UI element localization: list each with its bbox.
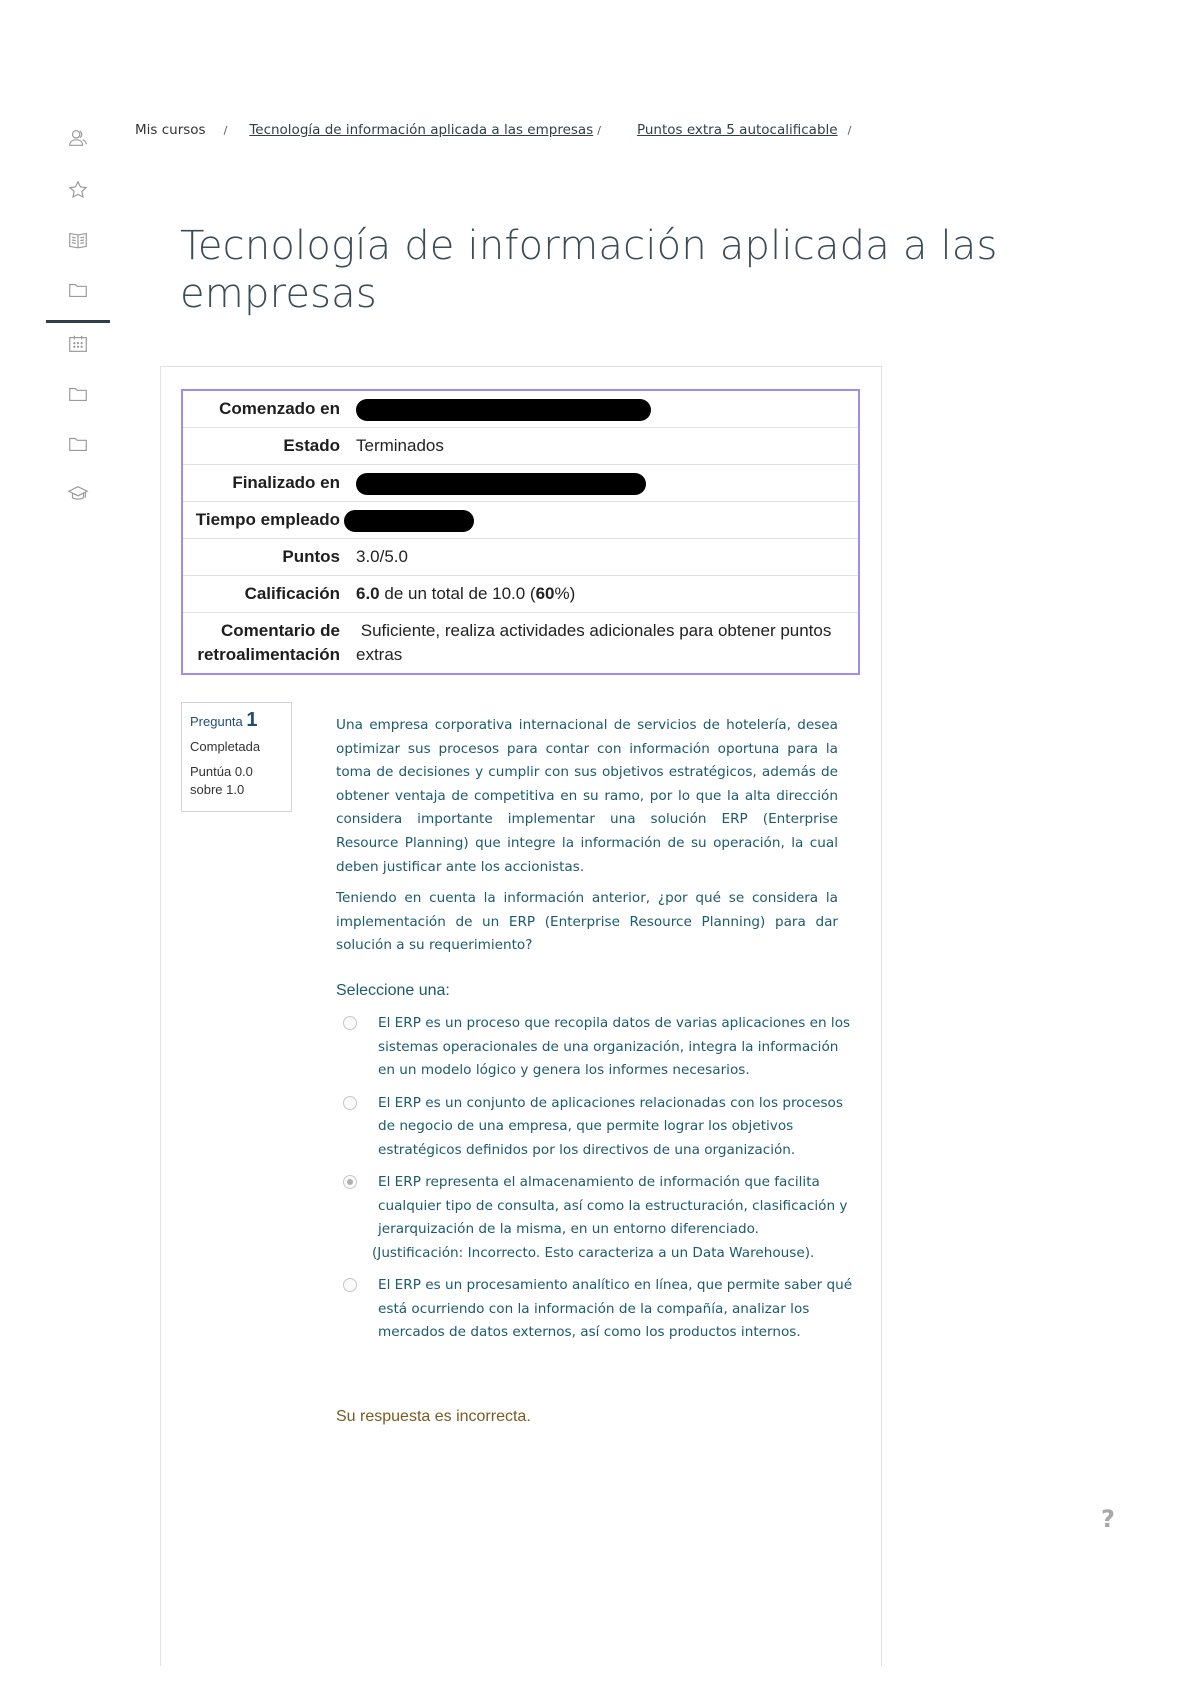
summary-row-time-taken	[183, 502, 858, 539]
breadcrumb-separator: /	[597, 123, 601, 137]
breadcrumb	[135, 122, 851, 138]
breadcrumb-separator: /	[223, 123, 228, 137]
summary-label: Calificación	[183, 576, 348, 613]
summary-value: 3.0/5.0	[348, 539, 858, 576]
option-text: El ERP es un conjunto de aplicaciones relacionadas con los procesos de negocio de una empresa, que permite lograr los objetivos estratégicos definidos por los directivos de una organización.	[378, 1094, 843, 1158]
answer-option-d[interactable]	[336, 1274, 856, 1345]
question-paragraph-context: Una empresa corporativa internacional de servicios de hotelería, desea optimizar sus procesos para contar con información oportuna para la toma de decisiones y cumplir con sus objetivos estratégicos, además de obtener ventaja de competitiva en su ramo, por lo que la alta dirección considera importante implementar una solución ERP (Enterprise Resource Planning) que integre la información de su operación, la cual deben justificar ante los accionistas.	[336, 717, 838, 875]
grade-total: de un total de 10.0 (	[379, 584, 536, 603]
breadcrumb-link-quiz[interactable]: Puntos extra 5 autocalificable	[636, 122, 838, 138]
summary-label: Estado	[183, 428, 348, 465]
grade-end: %)	[554, 584, 576, 603]
radio-button[interactable]	[343, 1096, 357, 1110]
folder-icon	[67, 433, 89, 459]
summary-row-points	[183, 539, 858, 576]
summary-label: Puntos	[183, 539, 348, 576]
sidebar-item-participants[interactable]	[46, 120, 110, 160]
summary-label: Comentario de retroalimentación	[197, 621, 340, 664]
sidebar-item-favorites[interactable]	[46, 172, 110, 212]
calendar-icon	[67, 333, 89, 359]
sidebar-item-grades[interactable]	[46, 222, 110, 262]
folder-icon	[67, 279, 89, 305]
summary-row-started	[183, 391, 858, 428]
active-indicator	[46, 320, 110, 323]
summary-label: Comenzado en	[183, 391, 348, 428]
summary-row-feedback	[183, 613, 858, 674]
question-state: Completada	[190, 739, 261, 754]
summary-value: Terminados	[348, 428, 858, 465]
summary-value: Suficiente, realiza actividades adicionales para obtener puntos extras	[356, 621, 837, 664]
participants-icon	[67, 127, 89, 153]
book-icon	[67, 229, 89, 255]
option-text: El ERP es un procesamiento analítico en línea, que permite saber qué está ocurriendo con la información de la compañía, analizar los mercados de datos externos, así como los productos internos.	[378, 1277, 853, 1340]
question-number: 1	[246, 709, 258, 731]
summary-row-finished	[183, 465, 858, 502]
redaction-mark	[356, 473, 646, 495]
summary-value-redacted	[348, 502, 858, 539]
summary-row-state	[183, 428, 858, 465]
sidebar-item-folder-1[interactable]	[46, 272, 110, 312]
answer-option-b[interactable]	[336, 1092, 856, 1163]
radio-button[interactable]	[343, 1278, 357, 1292]
star-icon	[67, 179, 89, 205]
question-grade: Puntúa 0.0 sobre 1.0	[190, 764, 253, 797]
breadcrumb-item-my-courses: Mis cursos	[135, 122, 206, 138]
summary-row-grade	[183, 576, 858, 613]
radio-button[interactable]	[343, 1016, 357, 1030]
sidebar-item-folder-3[interactable]	[46, 426, 110, 466]
help-button[interactable]: ?	[1101, 1505, 1115, 1533]
option-justification: (Justificación: Incorrecto. Esto caracteriza a un Data Warehouse).	[372, 1244, 815, 1261]
summary-value-redacted	[348, 465, 858, 502]
question-paragraph-ask: Teniendo en cuenta la información anterior, ¿por qué se considera la implementación de un ERP (Enterprise Resource Planning) para dar solución a su requerimiento?	[336, 890, 838, 954]
option-text: El ERP representa el almacenamiento de información que facilita cualquier tipo de consulta, así como la estructuración, clasificación y jerarquización de la misma, en un entorno diferenciado.	[378, 1174, 848, 1237]
answer-prompt: Seleccione una:	[336, 982, 450, 999]
answer-options	[336, 1012, 856, 1354]
summary-label: Finalizado en	[183, 465, 348, 502]
sidebar-item-folder-2[interactable]	[46, 376, 110, 416]
breadcrumb-separator: /	[847, 123, 852, 137]
attempt-summary-table	[181, 389, 860, 675]
grade-percent: 60	[535, 584, 555, 603]
graduation-cap-icon	[67, 483, 89, 509]
folder-icon	[67, 383, 89, 409]
answer-feedback: Su respuesta es incorrecta.	[336, 1408, 531, 1425]
redaction-mark	[344, 510, 474, 532]
radio-button-checked[interactable]	[343, 1175, 357, 1189]
redaction-mark	[356, 399, 651, 421]
summary-label: Tiempo empleado	[183, 502, 348, 539]
sidebar-item-calendar[interactable]	[46, 326, 110, 366]
page-title: Tecnología de información aplicada a las empresas	[180, 223, 998, 317]
summary-value	[348, 576, 858, 613]
sidebar-item-courses[interactable]	[46, 476, 110, 516]
summary-value-redacted	[348, 391, 858, 428]
question-label: Pregunta	[190, 714, 243, 729]
grade-value: 6.0	[356, 584, 380, 603]
question-text	[336, 714, 838, 966]
answer-option-a[interactable]	[336, 1012, 856, 1083]
option-text: El ERP es un proceso que recopila datos de varias aplicaciones en los sistemas operacionales de una organización, integra la información en un modelo lógico y genera los informes necesarios.	[378, 1015, 851, 1078]
answer-option-c-selected[interactable]	[336, 1171, 856, 1265]
question-info-box	[181, 702, 292, 812]
breadcrumb-link-course[interactable]: Tecnología de información aplicada a las empresas	[249, 122, 594, 138]
